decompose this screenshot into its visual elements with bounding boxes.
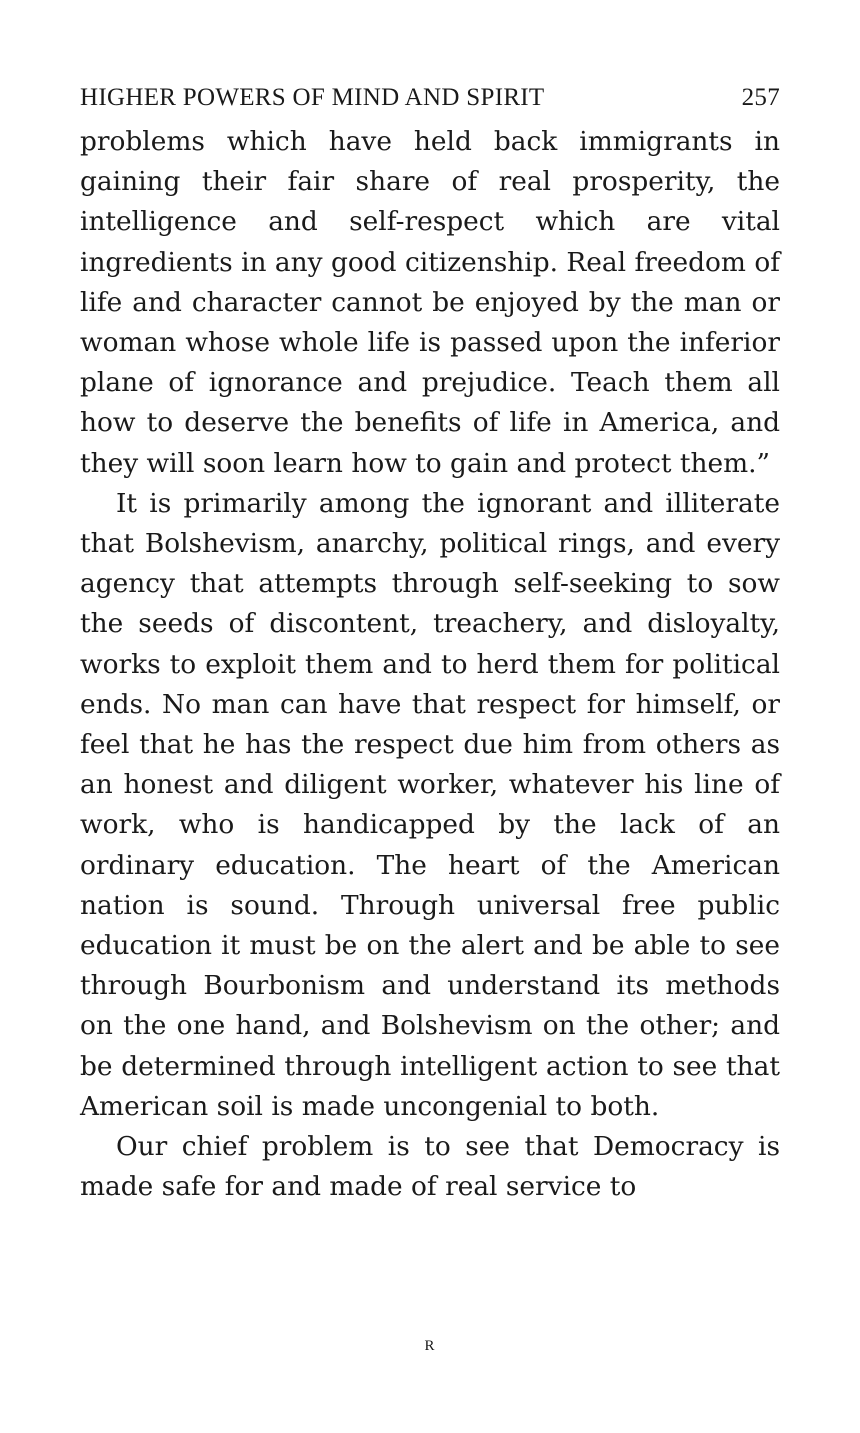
book-page: [80, 78, 780, 1207]
paragraph-continued: problems which have held back immigrants in gaining their fair share of real prosperity, the intelligence and self-respect which are vital ingredients in any good citizenship. Real freedom of life and character cannot be enjoyed by the man or woman whose whole life is passed upon the inferior plane of ignorance and prejudice. Teach them all how to deserve the benefits of life in America, and they will soon learn how to gain and protect them.”: [80, 126, 780, 479]
running-head: [80, 78, 780, 118]
paragraph-bolshevism: It is primarily among the ignorant and illiterate that Bolshevism, anarchy, political rings, and every agency that attempts through self-seeking to sow the seeds of discontent, treachery, and disloyalty, works to exploit them and to herd them for political ends. No man can have that respect for himself, or feel that he has the respect due him from others as an honest and diligent worker, whatever his line of work, who is handicapped by the lack of an ordinary education. The heart of the American nation is sound. Through universal free public education it must be on the alert and be able to see through Bourbonism and understand its methods on the one hand, and Bolshevism on the other; and be determined through intelligent action to see that American soil is made uncongenial to both.: [80, 487, 780, 1122]
signature-mark: R: [424, 1338, 436, 1354]
running-title: HIGHER POWERS OF MIND AND SPIRIT: [80, 84, 545, 111]
page-number: 257: [741, 84, 780, 111]
paragraph-democracy: Our chief problem is to see that Democracy is made safe for and made of real service to: [80, 1131, 780, 1203]
